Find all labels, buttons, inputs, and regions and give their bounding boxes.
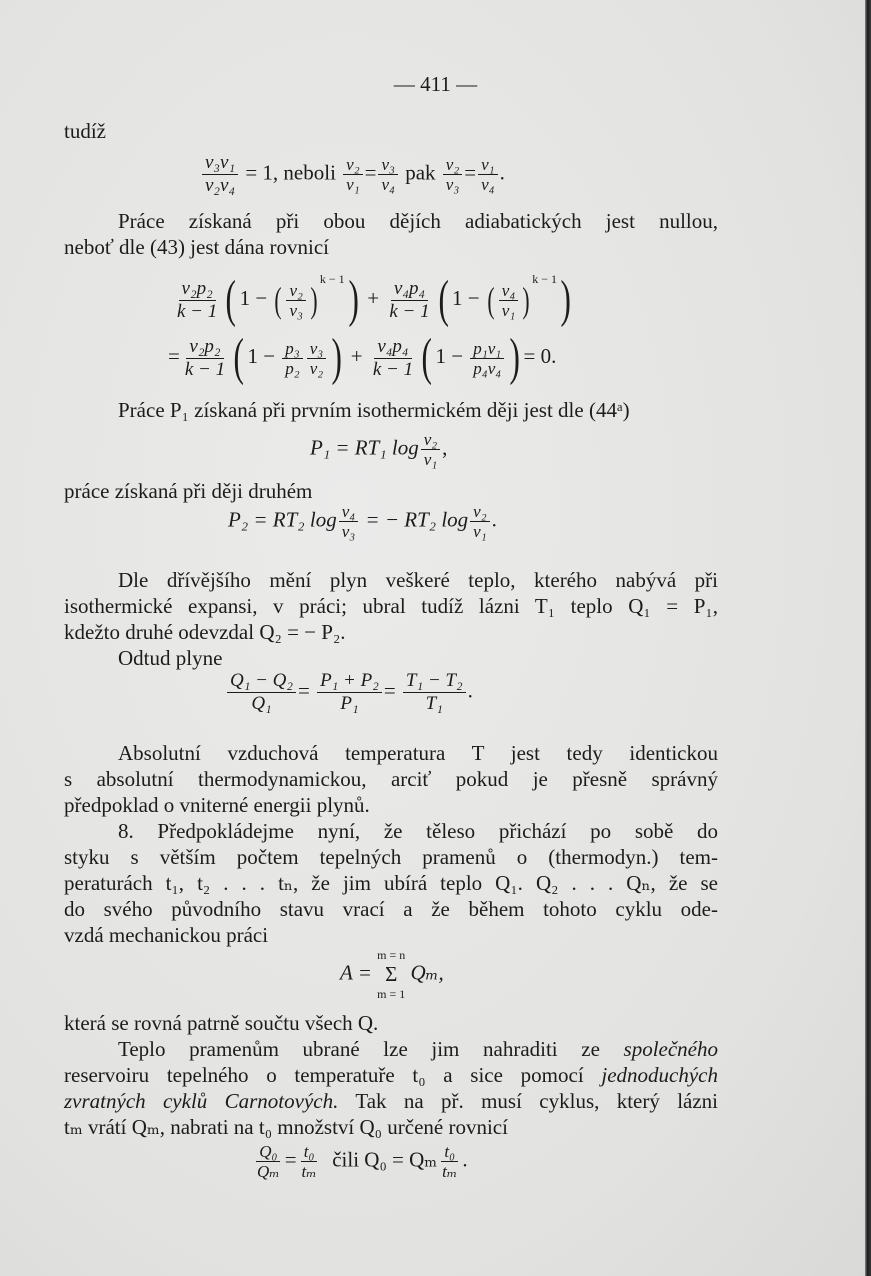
page-edge-binding xyxy=(865,0,871,1276)
paragraph-line: Absolutní vzduchová temperatura T jest tedy identickou xyxy=(118,741,718,765)
equation-sum-work: A = m = n Σ m = 1 Qₘ, xyxy=(340,948,444,1001)
fraction: $\frac{\text{v₃v₁}}{\text{v₂v₄}}$ xyxy=(202,152,238,197)
paragraph-line: tₘ vrátí Qₘ, nabrati na t₀ množství Q₀ určené rovnicí xyxy=(64,1115,508,1139)
equation-efficiency: $\frac{\text{Q₁ − Q₂}}{\text{Q₁}}$ = $\frac{\text{P₁ + P₂}}{\text{P₁}}$ = $\frac{\text{T₁ − T₂}}{\text{T₁}}$ . xyxy=(225,670,473,715)
paragraph-line: peraturách t₁, t₂ . . . tₙ, že jim ubírá teplo Q₁. Q₂ . . . Qₙ, že se xyxy=(64,871,718,895)
paragraph-line: s absolutní thermodynamickou, arciť pokud je přesně správný xyxy=(64,767,718,791)
section-8-line: 8. Předpokládejme nyní, že těleso přichází po sobě do xyxy=(118,819,718,843)
paragraph-line: zvratných cyklů Carnotových. Tak na př. musí cyklus, který lázni xyxy=(64,1089,719,1113)
equation-isothermal-work-1: P₁ = RT₁ log $\frac{\text{v₂}}{\text{v₁}}$ , xyxy=(310,430,448,469)
paragraph-line: Práce získaná při obou dějích adiabatických jest nullou, xyxy=(118,209,718,233)
paragraph-line: kdežto druhé odevzdal Q₂ = − P₂. xyxy=(64,620,346,644)
equation-adiabatic-work-line2: = $\frac{\text{v₂p₂}}{k - 1}$ ( 1 − $\frac{\text{p₃}}{\text{p₂}}$ $\frac{\text{v₃}}{\text{v₂}}$ ) + $\frac{\text{v₄p₄}}{k - 1}$ ( 1 − $\frac{\text{p₁v₁}}{\text{p₄v₄}}$ ) = 0. xyxy=(168,329,557,386)
equation-isothermal-work-2: P₂ = RT₂ log $\frac{\text{v₄}}{\text{v₃}}$ = − RT₂ log $\frac{\text{v₂}}{\text{v₁}}$ . xyxy=(228,502,497,541)
paragraph-line: neboť dle (43) jest dána rovnicí xyxy=(64,235,329,259)
paragraph-line: Práce P₁ získaná při prvním isothermickém ději jest dle (44ᵃ) xyxy=(118,398,630,422)
paragraph-line: do svého původního stavu vrací a že během tohoto cyklu ode- xyxy=(64,897,718,921)
paragraph-line: Teplo pramenům ubrané lze jim nahraditi ze společného xyxy=(118,1037,719,1061)
paragraph-line: isothermické expansi, v práci; ubral tudíž lázni T₁ teplo Q₁ = P₁, xyxy=(64,594,718,618)
equation-adiabatic-work-line1: $\frac{\text{v₂p₂}}{k - 1}$ ( 1 − ( $\frac{\text{v₂}}{\text{v₃}}$ )$^{k - 1}$) + $\frac{\text{v₄p₄}}{k - 1}$ ( 1 − ( $\frac{\text{v₄}}{\text{v₁}}$ )$^{k - 1}$) xyxy=(177,271,571,329)
equation-carnot-heat: $\frac{\text{Q₀}}{\text{Qₘ}}$ = $\frac{\text{t₀}}{\text{tₘ}}$ čili Q₀ = Qₘ $\frac{\text{t₀}}{\text{tₘ}}$ . xyxy=(257,1142,468,1181)
paragraph-line: která se rovná patrně součtu všech Q. xyxy=(64,1011,379,1035)
paragraph-line: vzdá mechanickou práci xyxy=(64,923,269,947)
page-number: — 411 — xyxy=(393,72,478,96)
paragraph-line: práce získaná při ději druhém xyxy=(64,479,313,503)
equation-volume-ratio: $\frac{\text{v₃v₁}}{\text{v₂v₄}}$ = 1, neboli $\frac{\text{v₂}}{\text{v₁}}$ = $\frac{\text{v₃}}{\text{v₄}}$ pak $\frac{\text{v₂}}{\text{v₃}}$ = $\frac{\text{v₁}}{\text{v₄}}$ . xyxy=(200,152,505,197)
paragraph-line: reservoiru tepelného o temperatuře t₀ a sice pomocí jednoduchých xyxy=(64,1063,718,1087)
paragraph-line: Dle dřívějšího mění plyn veškeré teplo, kterého nabývá při xyxy=(118,568,718,592)
paragraph-line: předpoklad o vniterné energii plynů. xyxy=(64,793,370,817)
paragraph-line: styku s větším počtem tepelných pramenů o (thermodyn.) tem- xyxy=(64,845,718,869)
text-line: tudíž xyxy=(64,119,106,143)
paragraph-line: Odtud plyne xyxy=(118,646,223,670)
